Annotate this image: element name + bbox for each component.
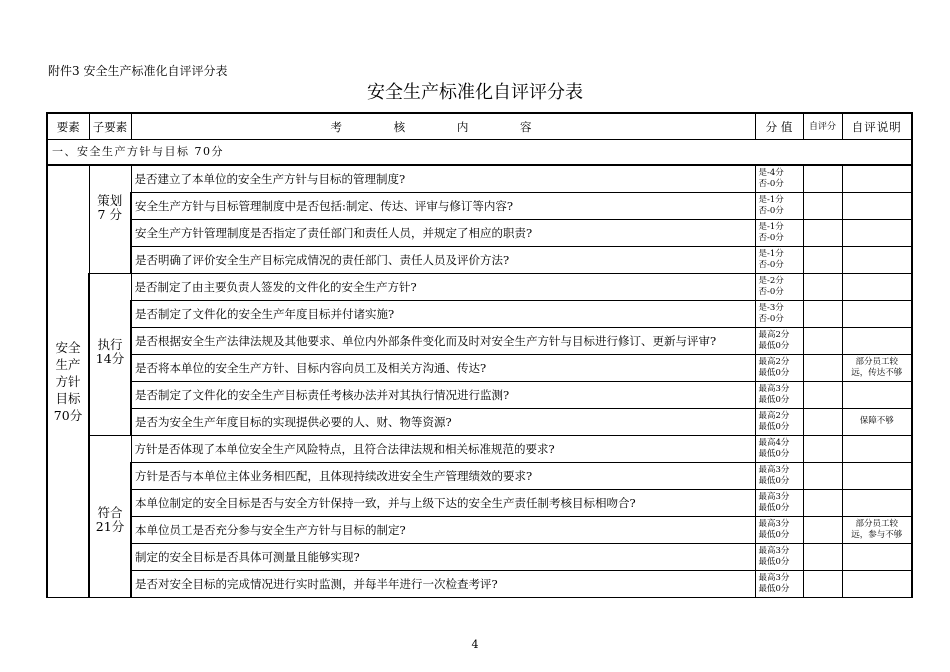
header-self-note: 自评说明: [842, 113, 912, 140]
self-score-cell: [803, 246, 842, 273]
self-score-cell: [803, 327, 842, 354]
content-cell: 是否将本单位的安全生产方针、目标内容向员工及相关方沟通、传达?: [131, 354, 755, 381]
self-note-cell: [842, 570, 912, 597]
self-score-cell: [803, 516, 842, 543]
score-cell: 最高3分 最低0分: [755, 570, 803, 597]
table-row: [47, 165, 912, 192]
score-cell: 最高3分 最低0分: [755, 516, 803, 543]
table-row: [47, 408, 912, 435]
self-score-cell: [803, 273, 842, 300]
score-cell: 是-1分 否-0分: [755, 192, 803, 219]
header-score: 分 值: [755, 113, 803, 140]
self-score-cell: [803, 408, 842, 435]
score-cell: 是-4分 否-0分: [755, 165, 803, 192]
content-cell: 方针是否体现了本单位安全生产风险特点，且符合法律法规和相关标准规范的要求?: [131, 435, 755, 462]
self-note-cell: 部分员工较 远，参与不够: [842, 516, 912, 543]
score-cell: 最高3分 最低0分: [755, 543, 803, 570]
self-note-cell: [842, 273, 912, 300]
self-note-cell: [842, 543, 912, 570]
content-cell: 安全生产方针与目标管理制度中是否包括:制定、传达、评审与修订等内容?: [131, 192, 755, 219]
self-score-cell: [803, 300, 842, 327]
content-cell: 是否根据安全生产法律法规及其他要求、单位内外部条件变化而及时对安全生产方针与目标进行修订、更新与评审?: [131, 327, 755, 354]
content-cell: 本单位员工是否充分参与安全生产方针与目标的制定?: [131, 516, 755, 543]
score-cell: 最高3分 最低0分: [755, 462, 803, 489]
self-score-cell: [803, 570, 842, 597]
content-cell: 方针是否与本单位主体业务相匹配，且体现持续改进安全生产管理绩效的要求?: [131, 462, 755, 489]
self-note-cell: 保障不够: [842, 408, 912, 435]
page-number: 4: [471, 638, 479, 651]
sub-element-label: 执行 14分: [89, 273, 131, 435]
self-note-cell: [842, 165, 912, 192]
table-row: [47, 246, 912, 273]
evaluation-table: [46, 112, 913, 598]
score-cell: 最高2分 最低0分: [755, 354, 803, 381]
self-score-cell: [803, 192, 842, 219]
self-score-cell: [803, 165, 842, 192]
self-note-cell: [842, 246, 912, 273]
content-cell: 安全生产方针管理制度是否指定了责任部门和责任人员，并规定了相应的职责?: [131, 219, 755, 246]
score-cell: 最高2分 最低0分: [755, 408, 803, 435]
self-note-cell: [842, 219, 912, 246]
content-cell: 本单位制定的安全目标是否与安全方针保持一致，并与上级下达的安全生产责任制考核目标相吻合?: [131, 489, 755, 516]
table-row: [47, 273, 912, 300]
score-cell: 最高2分 最低0分: [755, 327, 803, 354]
content-cell: 是否制定了由主要负责人签发的文件化的安全生产方针?: [131, 273, 755, 300]
score-cell: 是-3分 否-0分: [755, 300, 803, 327]
table-row: [47, 354, 912, 381]
self-score-cell: [803, 543, 842, 570]
page-title: 安全生产标准化自评评分表: [367, 82, 583, 103]
score-cell: 是-1分 否-0分: [755, 246, 803, 273]
table-row: [47, 543, 912, 570]
sub-element-label: 符合 21分: [89, 435, 131, 597]
table-row: [47, 192, 912, 219]
content-cell: 制定的安全目标是否具体可测量且能够实现?: [131, 543, 755, 570]
attachment-label: 附件3 安全生产标准化自评评分表: [48, 64, 228, 78]
element-label: 安全 生产 方针 目标 70分: [47, 165, 89, 597]
self-note-cell: [842, 327, 912, 354]
sub-element-label: 策划 7 分: [89, 165, 131, 273]
content-cell: 是否明确了评价安全生产目标完成情况的责任部门、责任人员及评价方法?: [131, 246, 755, 273]
content-cell: 是否对安全目标的完成情况进行实时监测，并每半年进行一次检查考评?: [131, 570, 755, 597]
table-row: [47, 570, 912, 597]
table-row: [47, 300, 912, 327]
self-score-cell: [803, 462, 842, 489]
table-row: [47, 516, 912, 543]
table-row: [47, 219, 912, 246]
section-title: 一、安全生产方针与目标 70分: [47, 140, 912, 166]
score-cell: 是-1分 否-0分: [755, 219, 803, 246]
table-row: [47, 489, 912, 516]
table-row: [47, 381, 912, 408]
content-cell: 是否建立了本单位的安全生产方针与目标的管理制度?: [131, 165, 755, 192]
self-note-cell: [842, 462, 912, 489]
table-row: [47, 435, 912, 462]
self-score-cell: [803, 381, 842, 408]
score-cell: 最高3分 最低0分: [755, 489, 803, 516]
self-score-cell: [803, 354, 842, 381]
self-note-cell: [842, 435, 912, 462]
header-content: 考 核 内 容: [131, 113, 755, 140]
self-note-cell: [842, 300, 912, 327]
header-element: 要素: [47, 113, 89, 140]
self-score-cell: [803, 489, 842, 516]
self-note-cell: [842, 381, 912, 408]
score-cell: 是-2分 否-0分: [755, 273, 803, 300]
table-body: [47, 165, 912, 597]
self-note-cell: 部分员工较 远，传达不够: [842, 354, 912, 381]
content-cell: 是否为安全生产年度目标的实现提供必要的人、财、物等资源?: [131, 408, 755, 435]
self-note-cell: [842, 489, 912, 516]
content-cell: 是否制定了文件化的安全生产年度目标并付诸实施?: [131, 300, 755, 327]
self-score-cell: [803, 435, 842, 462]
header-sub-element: 子要素: [89, 113, 131, 140]
score-cell: 最高3分 最低0分: [755, 381, 803, 408]
header-self-score: 自评分: [803, 113, 842, 140]
self-note-cell: [842, 192, 912, 219]
content-cell: 是否制定了文件化的安全生产目标责任考核办法并对其执行情况进行监测?: [131, 381, 755, 408]
table-row: [47, 462, 912, 489]
self-score-cell: [803, 219, 842, 246]
table-row: [47, 327, 912, 354]
score-cell: 最高4分 最低0分: [755, 435, 803, 462]
